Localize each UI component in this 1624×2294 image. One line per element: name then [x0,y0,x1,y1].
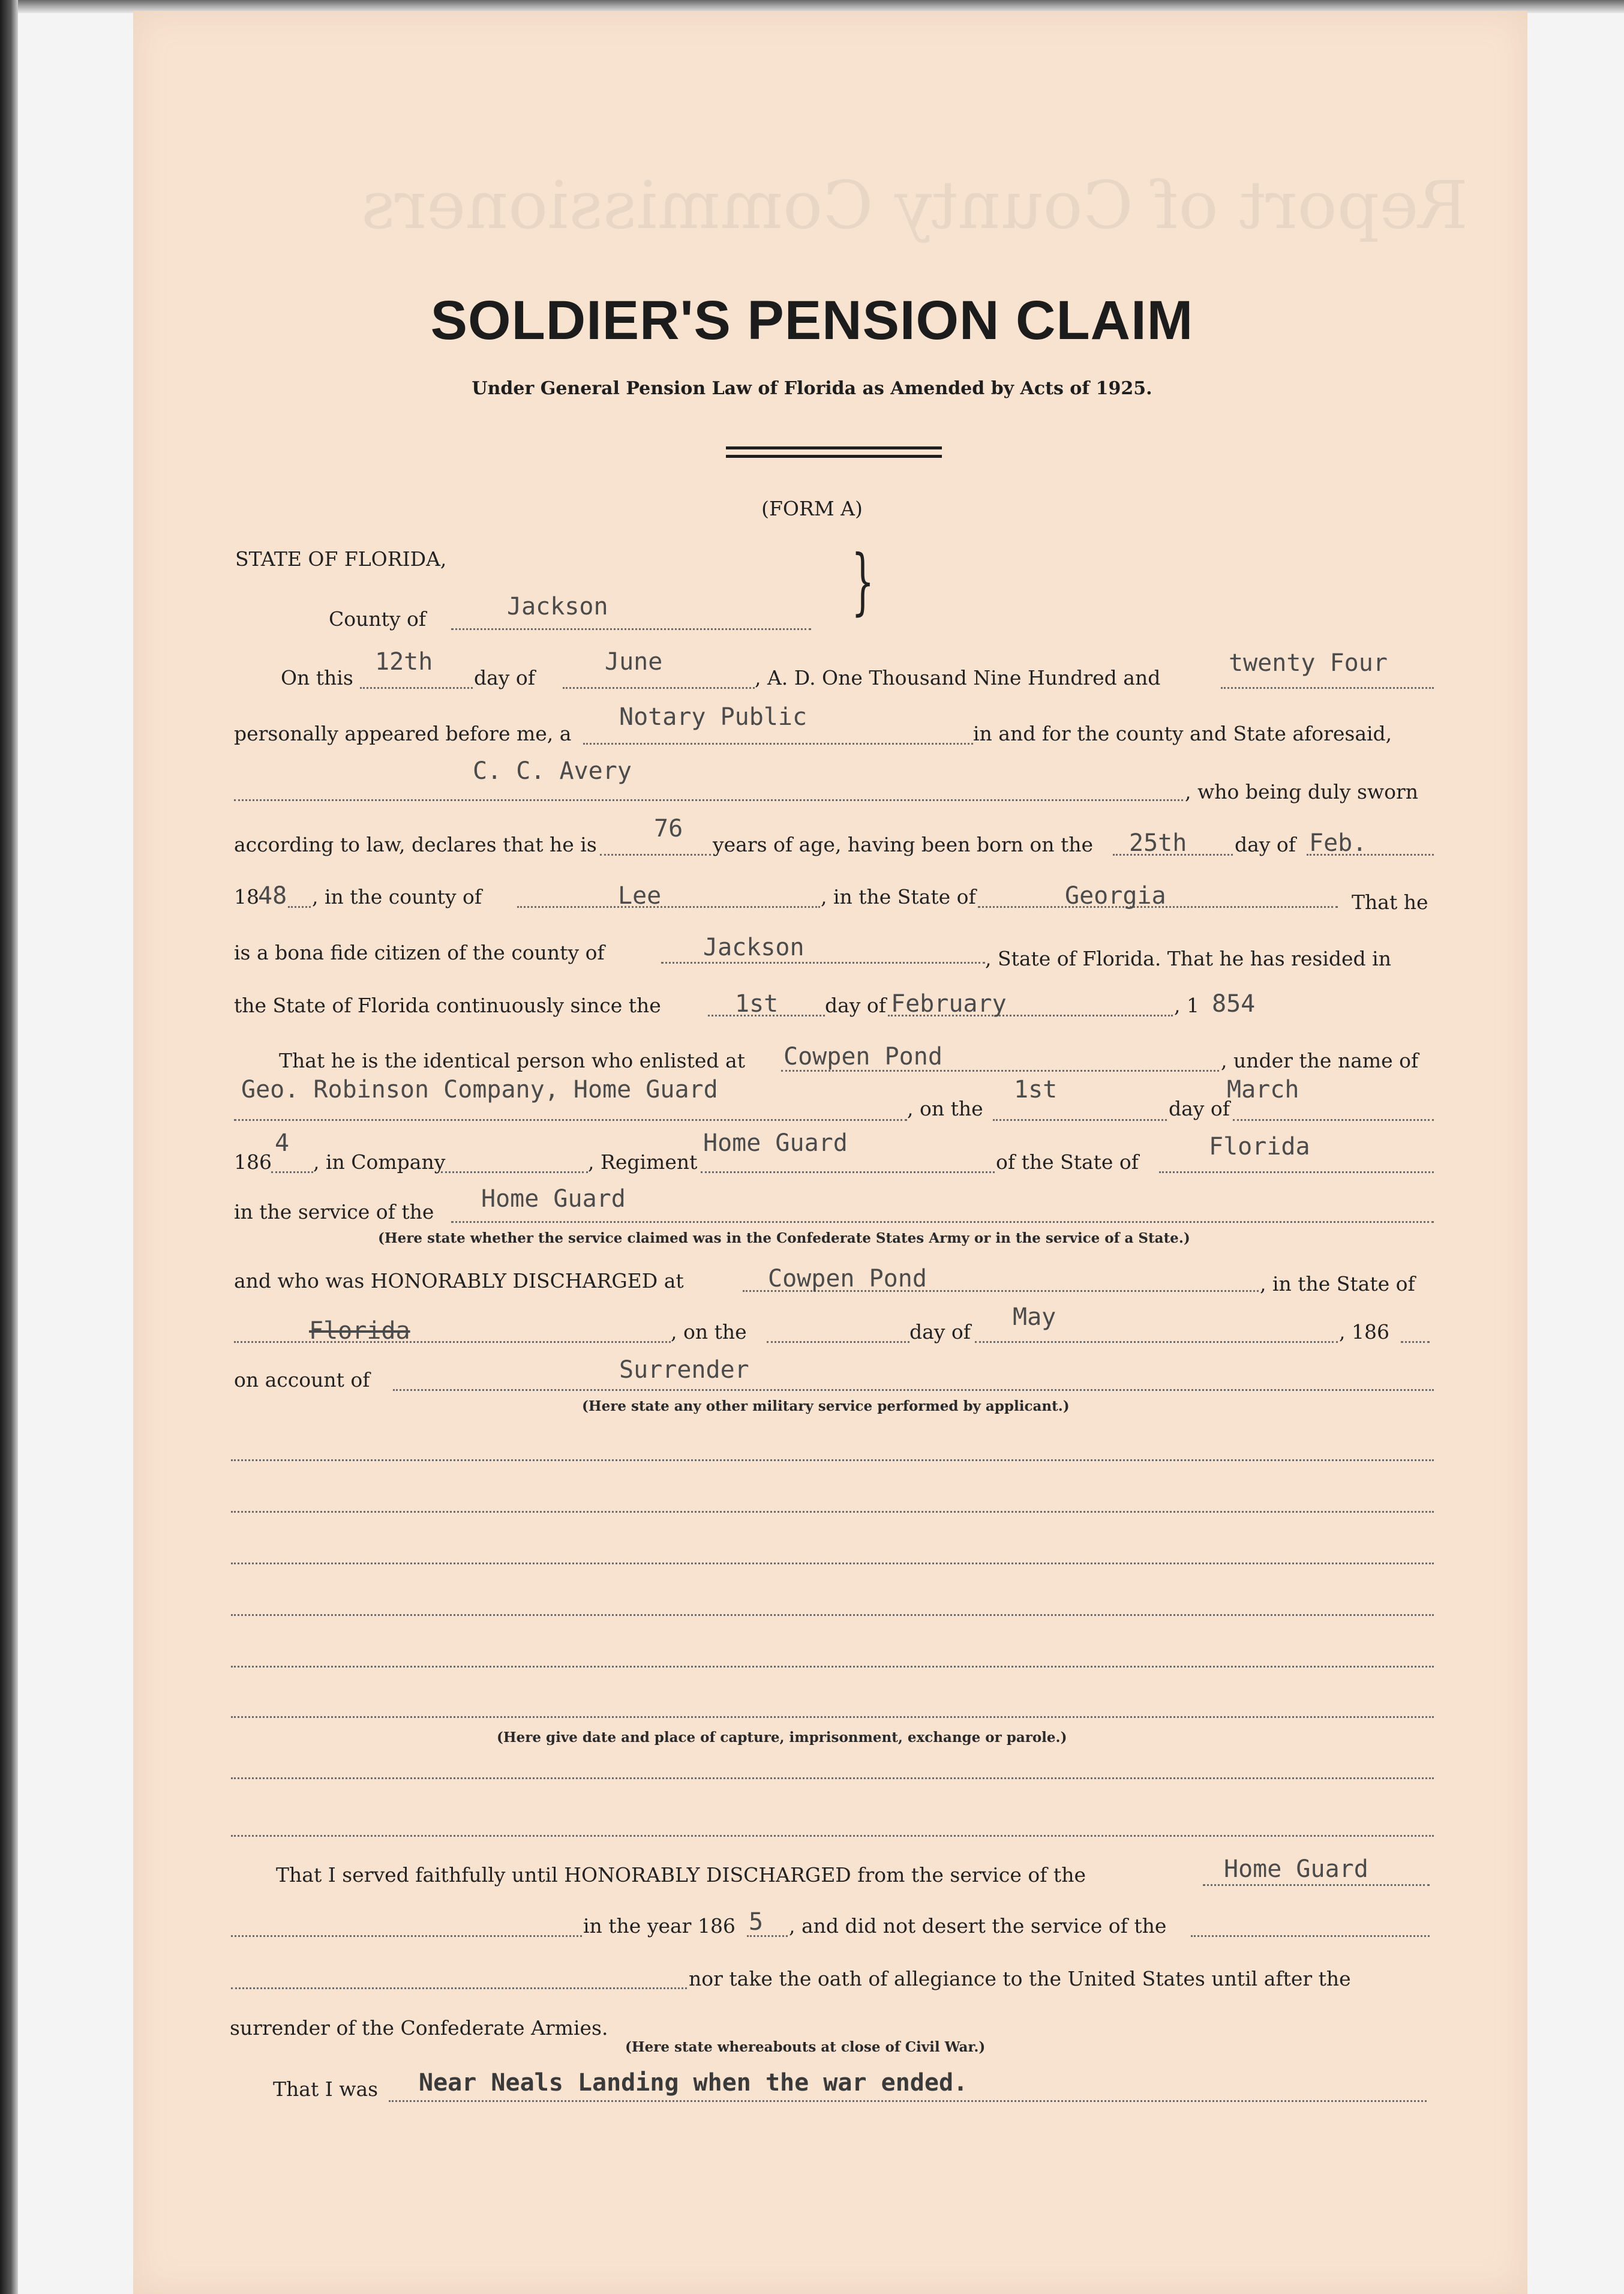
blank-line-5 [231,1666,1434,1668]
military-note: (Here state any other military service performed by applicant.) [582,1398,1070,1414]
discharge-month-value: May [1013,1303,1056,1331]
citizen-county-line [661,962,985,964]
discharge-state-line [234,1341,671,1343]
discharge-year-text: , 186 [1339,1320,1389,1344]
day-of-text-2: day of [1235,833,1296,856]
enlisted-company-value: Geo. Robinson Company, Home Guard [241,1076,718,1103]
served-text: That I served faithfully until HONORABLY DISCHARGED from the service of the [276,1863,1086,1887]
enlist-day-line [993,1119,1167,1121]
blank-line-2 [231,1511,1434,1513]
since-year-value: 854 [1212,990,1256,1018]
month-line [563,687,755,689]
brace: } [851,540,875,623]
in-state-of-text: , in the State of [1260,1272,1415,1296]
whereabouts-value: Near Neals Landing when the war ended. [419,2069,968,2097]
surrender-text: surrender of the Confederate Armies. [230,2016,608,2040]
capture-note: (Here give date and place of capture, imprisonment, exchange or parole.) [497,1729,1067,1746]
age-line [600,854,711,856]
whereabouts-line [389,2100,1427,2102]
in-company-text: , in Company [313,1150,446,1174]
on-the-text-2: , on the [671,1320,747,1344]
page-title: SOLDIER'S PENSION CLAIM [430,290,1194,351]
county-label: County of [329,607,427,631]
served-year-value: 5 [749,1908,764,1936]
birth-day-value: 25th [1129,829,1187,857]
in-county-text: , in the county of [312,885,482,908]
discharge-reason-line [393,1389,1434,1391]
enlisted-company-line [234,1119,907,1121]
day-of-text-3: day of [825,994,887,1017]
blank-line-7 [231,1777,1434,1779]
continuously-text: the State of Florida continuously since the [234,994,661,1017]
appeared-text: personally appeared before me, a [234,722,572,745]
county-value: Jackson [507,593,608,620]
enlisted-place-value: Cowpen Pond [784,1043,942,1070]
desert-service-line-2 [231,1987,687,1989]
account-text: on account of [234,1368,370,1392]
blank-line-8 [231,1835,1434,1837]
declares-text: according to law, declares that he is [234,833,597,856]
birth-year-line [288,906,311,908]
age-value: 76 [654,815,683,842]
day-of-text-5: day of [909,1320,971,1344]
year-words-value: twenty Four [1229,649,1388,677]
enlist-year-value: 4 [275,1129,290,1157]
under-name-text: , under the name of [1221,1049,1419,1072]
desert-text: , and did not desert the service of the [789,1914,1167,1938]
service-value: Home Guard [481,1185,626,1213]
ad-text: , A. D. One Thousand Nine Hundred and [755,666,1161,689]
claimant-line [234,799,1183,801]
discharge-year-line [1401,1341,1430,1343]
state-label: STATE OF FLORIDA, [235,547,447,571]
page-subtitle: Under General Pension Law of Florida as Amended by Acts of 1925. [472,378,1152,399]
whereabouts-note: (Here state whereabouts at close of Civil War.) [625,2039,986,2055]
day-of-text: day of [474,666,536,689]
in-state-text: , in the State of [821,885,976,908]
day-line [360,687,473,689]
citizen-county-value: Jackson [703,934,805,961]
official-line [583,743,973,745]
served-service-value: Home Guard [1224,1855,1368,1883]
regiment-text: , Regiment [588,1150,698,1174]
discharge-reason-value: Surrender [619,1356,749,1384]
birth-year-value: 48 [258,882,287,910]
served-year-line [747,1935,788,1937]
claimant-name: C. C. Avery [473,757,632,785]
since-year-prefix: , 1 [1174,994,1199,1017]
service-text: in the service of the [234,1200,434,1224]
discharge-place-value: Cowpen Pond [768,1265,927,1293]
service-line [451,1221,1434,1223]
birth-county-value: Lee [618,882,662,910]
county-state-text: in and for the county and State aforesaid, [973,722,1392,745]
regiment-value: Home Guard [703,1129,848,1157]
birth-county-line [517,906,820,908]
in-year-text: in the year 186 [583,1914,736,1938]
on-this-text: On this [281,666,353,689]
birth-state-value: Georgia [1065,882,1166,910]
of-state-text: of the State of [996,1150,1139,1174]
enlisted-text: That he is the identical person who enlisted at [279,1049,745,1072]
served-service-line [1203,1884,1430,1886]
resided-text: , State of Florida. That he has resided in [985,947,1391,970]
years-text: years of age, having been born on the [713,833,1094,856]
that-he-text: That he [1352,890,1428,914]
blank-line-3 [231,1563,1434,1564]
enlist-month-line [1233,1119,1434,1121]
enlist-day-value: 1st [1014,1076,1058,1103]
form-label: (FORM A) [761,497,863,520]
blank-line-4 [231,1614,1434,1616]
discharge-month-line [975,1341,1338,1343]
day-value: 12th [375,648,433,676]
since-day-value: 1st [735,990,779,1018]
oath-text: nor take the oath of allegiance to the United States until after the [689,1967,1351,1990]
birth-year-prefix: 18 [234,885,259,908]
official-value: Notary Public [619,703,808,731]
blank-line-1 [231,1459,1434,1461]
since-month-value: February [891,990,1007,1018]
served-service-line-2 [231,1935,582,1937]
discharge-day-line [767,1341,909,1343]
sworn-text: , who being duly sworn [1185,780,1419,803]
county-line [451,628,811,630]
that-i-was-text: That I was [273,2077,379,2101]
bleed-through-text: Report of County Commissioners [361,167,1469,244]
desert-service-line [1191,1935,1430,1937]
blank-line-6 [231,1716,1434,1718]
enlist-month-value: March [1227,1076,1299,1103]
year-words-line [1221,687,1434,689]
birth-month-value: Feb. [1309,829,1367,857]
month-value: June [605,648,663,676]
citizen-text: is a bona fide citizen of the county of [234,941,605,964]
regiment-line [701,1171,995,1173]
discharged-text: and who was HONORABLY DISCHARGED at [234,1269,684,1293]
enlist-year-prefix: 186 [234,1150,272,1174]
on-the-text: , on the [907,1097,983,1120]
title-rule-top [726,446,942,449]
enlist-year-line [271,1171,313,1173]
title-rule-bottom [726,455,942,458]
discharge-state-value: Florida [309,1317,410,1345]
day-of-text-4: day of [1169,1097,1230,1120]
service-note: (Here state whether the service claimed was in the Confederate States Army or in the service of a State.) [378,1230,1190,1246]
regiment-state-line [1159,1171,1434,1173]
company-line [441,1171,588,1173]
regiment-state-value: Florida [1209,1133,1310,1161]
